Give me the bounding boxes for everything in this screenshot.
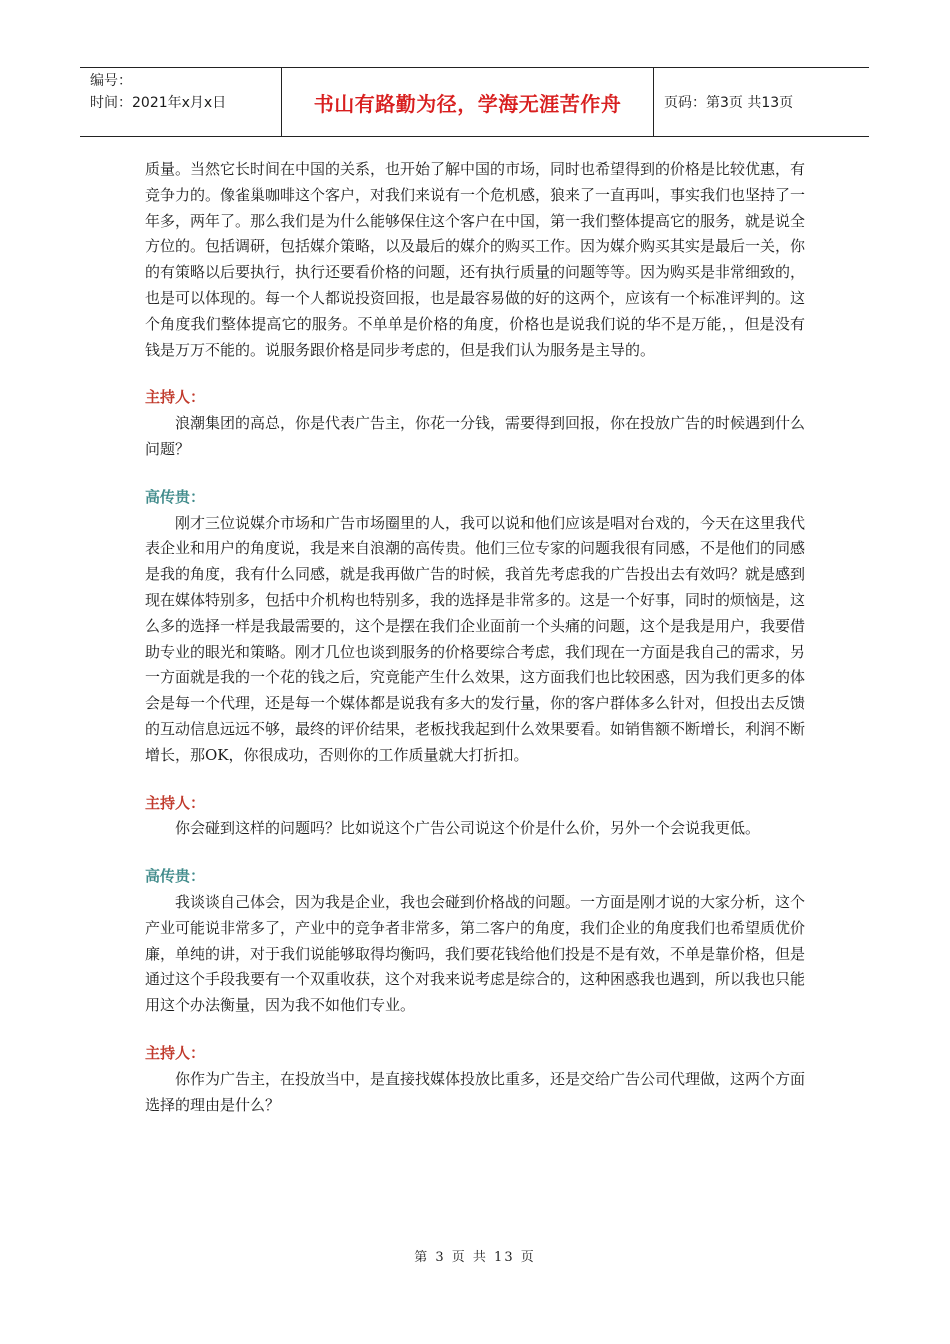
body-paragraph: 浪潮集团的高总，你是代表广告主，你花一分钱，需要得到回报，你在投放广告的时候遇到什么问题？ (145, 414, 806, 458)
speaker-host-label: 主持人： (145, 793, 206, 812)
header-page-info: 页码：第3页 共13页 (664, 95, 794, 111)
speaker-guest-label: 高传贵： (145, 867, 206, 886)
body-paragraph: 我谈谈自己体会，因为我是企业，我也会碰到价格战的问题。一方面是刚才说的大家分析，这个产业可能说非常多了，产业中的竞争者非常多，第二客户的角度，我们企业的角度我们也希望质优价廉，单纯的讲，对于我们说能够取得均衡吗，我们要花钱给他们投是不是有效，不单是靠价格，但是通过这个手段我要有一个双重收获，这个对我来说考虑是综合的，这种困惑我也遇到，所以我也只能用这个办法衡量，因为我不如他们专业。 (145, 892, 806, 1015)
body-paragraph: 你会碰到这样的问题吗？比如说这个广告公司说这个价是什么价，另外一个会说我更低。 (175, 819, 761, 838)
header-motto: 书山有路勤为径，学海无涯苦作舟 (282, 68, 654, 136)
page-header (80, 67, 869, 137)
page-footer: 第 3 页 共 13 页 (414, 1250, 536, 1265)
header-meta (80, 68, 282, 136)
body-paragraph: 刚才三位说媒介市场和广告市场圈里的人，我可以说和他们应该是唱对台戏的，今天在这里我代表企业和用户的角度说，我是来自浪潮的高传贵。他们三位专家的问题我很有同感，不是他们的同感是我的角度，我有什么同感，就是我再做广告的时候，我首先考虑我的广告投出去有效吗？就是感到现在媒体特别多，包括中介机构也特别多，我的选择是非常多的。这是一个好事，同时的烦恼是，这么多的选择一样是我最需要的，这个是摆在我们企业面前一个头痛的问题，这个是我是用户，我要借助专业的眼光和策略。刚才几位也谈到服务的价格要综合考虑，我们现在一方面是我自己的需求，另一方面就是我的一个花的钱之后，究竟能产生什么效果，这方面我们也比较困惑，因为我们更多的体会是每一个代理，还是每一个媒体都是说我有多大的发行量，你的客户群体多么针对，但投出去反馈的互动信息远远不够，最终的评价结果，老板找我起到什么效果要看。如销售额不断增长，利润不断增长，那OK，你很成功，否则你的工作质量就大打折扣。 (145, 513, 806, 764)
speaker-host-label: 主持人： (145, 388, 206, 407)
body-paragraph: 质量。当然它长时间在中国的关系，也开始了解中国的市场，同时也希望得到的价格是比较优惠，有竞争力的。像雀巢咖啡这个客户，对我们来说有一个危机感，狼来了一直再叫，事实我们也坚持了一年多，两年了。那么我们是为什么能够保住这个客户在中国，第一我们整体提高它的服务，就是说全方位的。包括调研，包括媒介策略，以及最后的媒介的购买工作。因为媒介购买其实是最后一关，你的有策略以后要执行，执行还要看价格的问题，还有执行质量的问题等等。因为购买是非常细致的，也是可以体现的。每一个人都说投资回报，也是最容易做的好的这两个，应该有一个标准评判的。这个角度我们整体提高它的服务。不单单是价格的角度，价格也是说我们说的华不是万能，，但是没有钱是万万不能的。说服务跟价格是同步考虑的，但是我们认为服务是主导的。 (145, 160, 806, 359)
speaker-guest-label: 高传贵： (145, 487, 206, 506)
doc-time-label: 时间：2021年x月x日 (90, 95, 227, 111)
document-body (145, 157, 805, 1118)
doc-number-label: 编号： (90, 73, 132, 89)
speaker-host-label: 主持人： (145, 1043, 206, 1062)
body-paragraph: 你作为广告主，在投放当中，是直接找媒体投放比重多，还是交给广告公司代理做，这两个方面选择的理由是什么？ (145, 1069, 806, 1114)
